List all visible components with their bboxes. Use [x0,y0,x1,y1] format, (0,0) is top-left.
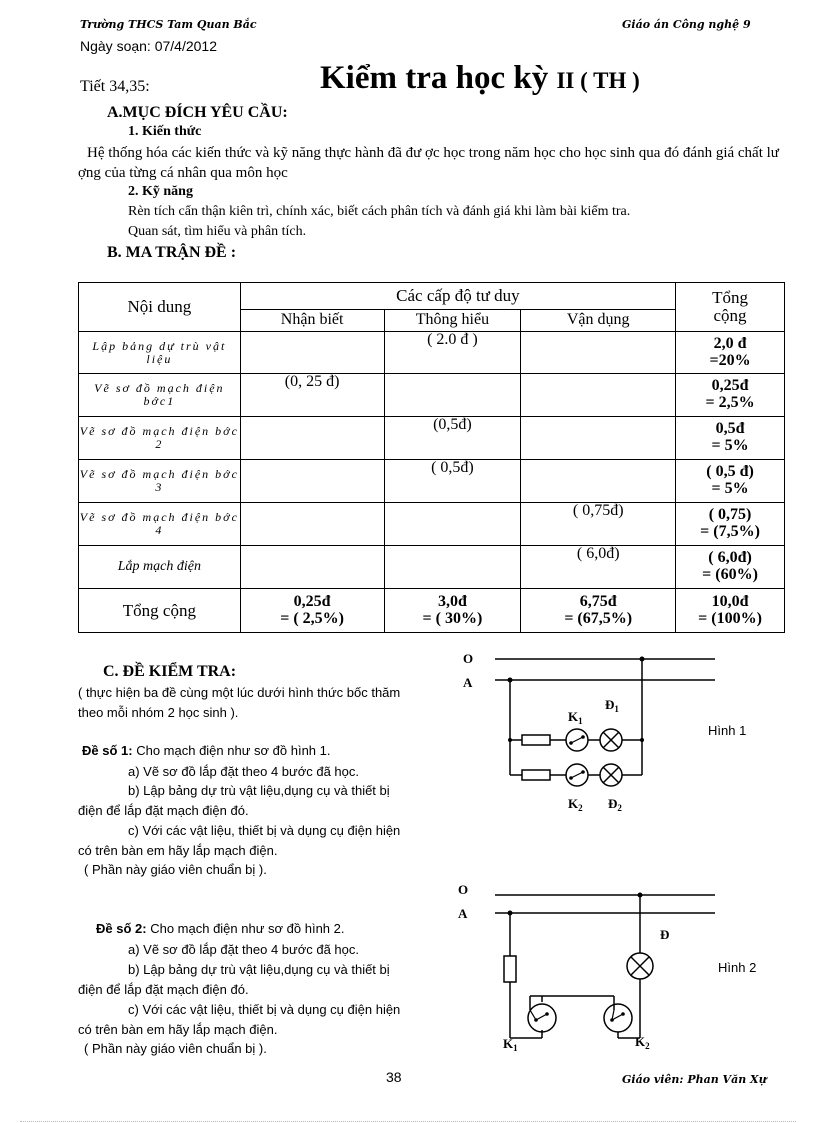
cell-apply [521,460,676,503]
sum-apply [521,589,676,633]
cell-understand [384,503,521,546]
cell-understand: ( 0,5đ) [384,460,521,503]
cell-total [676,332,785,374]
cell-total [676,546,785,589]
cell-total-1: 0,5đ [715,420,745,438]
sum-recognize [240,589,384,633]
cell-total [676,503,785,546]
sum-total-2: = (100%) [698,609,762,627]
cell-total-2: = (60%) [702,566,758,583]
de1-task-b: b) Lập bảng dự trù vật liệu,dụng cụ và thiết bị điện để lắp đặt mạch điện đó. [78,783,390,818]
row-label: Lập bảng dự trù vật liệu [79,332,241,374]
fuse-2 [522,770,550,780]
switch-k2 [604,1004,632,1032]
section-a-text1: Hệ thống hóa các kiến thức và kỹ năng thực hành đã đư ợc học trong năm học cho học sinh qua đó đánh giá chất lư ợng của từng cá nhân qua môn học [78,145,779,181]
sum-understand-2: = ( 30%) [422,609,483,627]
cell-total-1: 0,25đ [711,377,749,395]
row-label: Vẽ sơ đồ mạch điện bớc 2 [79,417,241,460]
cell-total-1: ( 0,5 đ) [706,463,754,481]
cell-recognize [240,417,384,460]
de2-label: Đề số 2: [96,921,147,936]
sum-recognize-1: 0,25đ [293,592,331,610]
sum-understand-1: 3,0đ [437,592,467,610]
fig2-label-a: A [458,906,468,921]
cell-apply: ( 6,0đ) [521,546,676,589]
fig2-caption: Hình 2 [718,960,757,975]
col-recognize: Nhận biết [240,310,384,332]
fig1-label-d1: $Đ_1$ [605,697,619,714]
page-number: 38 [386,1069,402,1085]
cell-apply: ( 0,75đ) [521,503,676,546]
fig1-label-k1: $K_1$ [568,709,583,726]
cell-understand [384,374,521,417]
matrix-header-row [79,283,785,310]
fig1-label-k2: $K_2$ [568,796,583,813]
de1-note: ( Phần này giáo viên chuẩn bị ). [84,862,267,877]
cell-recognize [240,503,384,546]
section-a-text2b: Quan sát, tìm hiểu và phân tích. [128,224,307,239]
cell-understand: (0,5đ) [384,417,521,460]
de1-label: Đề số 1: [82,743,133,758]
cell-apply [521,417,676,460]
row-label: Lắp mạch điện [79,546,241,589]
sum-recognize-2: = ( 2,5%) [280,609,345,627]
fig2-label-k2: $K_2$ [635,1034,650,1051]
circuit-diagram-1 [450,645,770,825]
section-b-heading: B. MA TRẬN ĐỀ : [107,244,237,261]
row-label: Vẽ sơ đồ mạch điện bớc 4 [79,503,241,546]
cell-total-1: ( 0,75) [708,506,752,524]
cell-total [676,417,785,460]
cell-understand [384,546,521,589]
cell-total [676,374,785,417]
sum-label: Tổng cộng [79,589,241,633]
footer-teacher: Giáo viên: Phan Văn Xự [622,1073,767,1086]
cell-total-2: = 2,5% [705,394,755,411]
page-title-main: Kiểm tra học kỳ [320,60,549,96]
table-row [79,417,785,460]
fig2-label-o: O [458,882,469,897]
fig1-label-d2: $Đ_2$ [608,796,622,813]
de1-text: Cho mạch điện như sơ đồ hình 1. [136,743,331,758]
cell-total-2: = 5% [711,480,749,497]
de2-task-a: a) Vẽ sơ đồ lắp đặt theo 4 bước đã học. [128,942,360,957]
de2-task-b: b) Lập bảng dự trù vật liệu,dụng cụ và thiết bị điện để lắp đặt mạch điện đó. [78,962,390,997]
de1-title [82,743,331,758]
cell-recognize: (0, 25 đ) [240,374,384,417]
cell-total-1: ( 6,0đ) [708,549,752,567]
sum-apply-2: = (67,5%) [564,609,633,627]
page-title-suffix: II ( TH ) [556,68,640,93]
col-total-1: Tổng [712,288,748,308]
cell-total-2: = (7,5%) [700,523,760,540]
de2-note: ( Phần này giáo viên chuẩn bị ). [84,1041,267,1056]
footer-divider [20,1121,796,1122]
fig2-label-k1: $K_1$ [503,1036,518,1053]
header-subject: Giáo án Công nghệ 9 [622,18,751,31]
fig1-caption: Hình 1 [708,723,747,738]
cell-total-1: 2,0 đ [713,334,747,352]
col-total-2: cộng [713,306,747,325]
section-c-heading: C. ĐỀ KIỂM TRA: [103,663,237,680]
section-c-intro: ( thực hiện ba đề cùng một lúc dưới hình thức bốc thăm theo mỗi nhóm 2 học sinh ). [78,685,401,720]
matrix-table [78,282,785,633]
cell-understand: ( 2.0 đ ) [384,332,521,374]
switch-k1 [528,1004,556,1032]
page-title [320,60,640,97]
col-content: Nội dung [79,283,241,332]
fig1-label-o: O [463,651,474,666]
section-a-text2a: Rèn tích cẩn thận kiên trì, chính xác, biết cách phân tích và đánh giá khi làm bài kiểm tra. [128,204,631,219]
de2-task-c: c) Với các vật liệu, thiết bị và dụng cụ điện hiện có trên bàn em hãy lắp mạch điện. [78,1002,401,1037]
col-understand: Thông hiểu [384,310,521,332]
table-row [79,332,785,374]
cell-recognize [240,546,384,589]
table-row [79,503,785,546]
cell-recognize [240,460,384,503]
section-a-sub1: 1. Kiến thức [128,124,202,139]
fig2-label-d: Đ [660,927,670,942]
de1-task-c: c) Với các vật liệu, thiết bị và dụng cụ điện hiện có trên bàn em hãy lắp mạch điện. [78,823,401,858]
sum-total [676,589,785,633]
cell-total [676,460,785,503]
sum-total-1: 10,0đ [711,592,749,610]
lesson-number: Tiết 34,35: [80,78,150,95]
cell-recognize [240,332,384,374]
table-row [79,374,785,417]
col-levels: Các cấp độ tư duy [240,283,675,310]
section-a-sub2: 2. Kỹ năng [128,184,193,199]
cell-apply [521,332,676,374]
table-row [79,460,785,503]
circuit-diagram-2 [450,878,770,1058]
fuse-1 [522,735,550,745]
de2-text: Cho mạch điện như sơ đồ hình 2. [150,921,345,936]
de2-title [96,921,345,936]
cell-total-2: =20% [709,351,751,369]
col-apply: Vận dụng [521,310,676,332]
col-total [676,283,785,332]
cell-apply [521,374,676,417]
cell-total-2: = 5% [711,437,749,454]
table-row [79,546,785,589]
fig1-label-a: A [463,675,473,690]
sum-apply-1: 6,75đ [579,592,617,610]
prep-date: Ngày soạn: 07/4/2012 [80,38,217,54]
sum-understand [384,589,521,633]
row-label: Vẽ sơ đồ mạch điện bớc 3 [79,460,241,503]
header-school: Trường THCS Tam Quan Bắc [80,18,257,31]
fuse [504,956,516,982]
row-label: Vẽ sơ đồ mạch điện bớc1 [79,374,241,417]
section-a-heading: A.MỤC ĐÍCH YÊU CẦU: [107,104,288,121]
de1-task-a: a) Vẽ sơ đồ lắp đặt theo 4 bước đã học. [128,764,360,779]
table-row-total [79,589,785,633]
